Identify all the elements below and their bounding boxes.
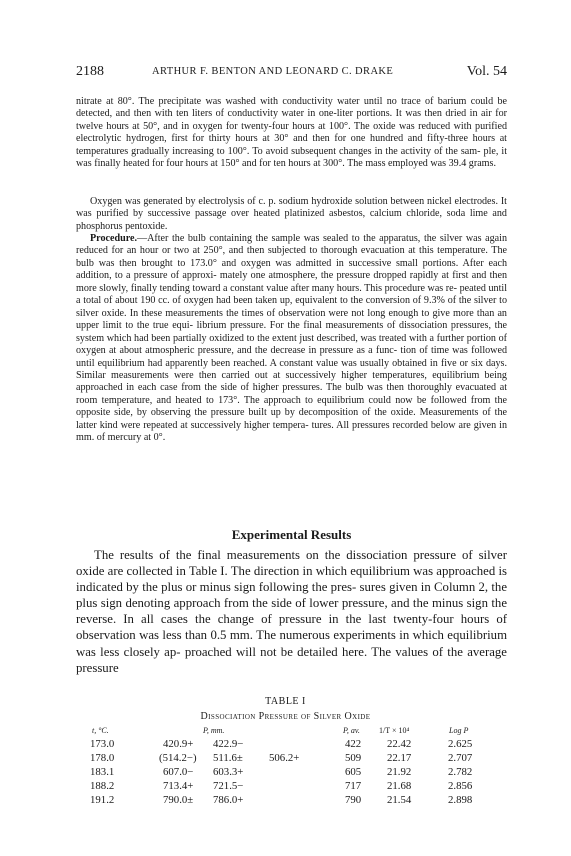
running-header (76, 64, 507, 82)
paragraph-preparation (76, 96, 507, 171)
journal-page: 2188 ARTHUR F. BENTON AND LEONARD C. DRAKE Vol. 54 nitrate at 80°. The precipitate was washed with conductivity water until no trace of barium could be detected, and then with ten liters of conductivity water in one-liter portions. It was then dried in air for twelve hours at 50°, and in oxygen for twenty-four hours at 100°. The oxide was reduced with purified electrolytic hydrogen, first for thirty hours at 30° and then for one hundred and fifty-three hours at temperatures gradually increasing to 100°. To avoid subsequent changes in the activity of the sam- ple, it was finally heated for four hours at 150° and for ten hours at 300°. The mass employed was 39.4 grams. Oxygen was generated by electrolysis of c. p. sodium hydroxide solution between nickel electrodes. It was purified by successive passage over heated platinized asbestos, calcium chloride, soda lime and phosphorus pentoxide. Procedure.—After the bulb containing the sample was sealed to the apparatus, the silver was again reduced for an hour or two at 250°, and then subjected to thorough evacuation at this temperature. The bulb was then brought to 173.0° and oxygen was admitted in successive small portions. After each addition, to a pressure of approxi- mately one atmosphere, the pressure dropped rapidly at first and then more slowly, finally tending toward a constant value after many hours. This procedure was re- peated until a total of about 190 cc. of oxygen had been taken up, equivalent to the conversion of 9.3% of the silver to silver oxide. In these measurements the times of observation were not long enough to give more than an upper limit to the true equi- librium pressure. For the final measurements of dissociation pressures, the system which had been partially oxidized to the extent just described, was treated with a further portion of oxygen at about atmospheric pressure, and the decrease in pressure as a func- tion of time was followed until equilibrium had apparently been reached. A constant value was usually obtained in five or six days. Similar measurements were then carried out at successively higher temperatures, equilibrium being approached in each case from the side of higher pressures. The bulb was then thoroughly evacuated at room temperature, and heated to 173°. The approach to equilibrium could now be followed from the opposite side, by observing the pressure built up by decomposition of the oxide. Measurements of the latter kind were repeated at successively higher tempera- tures. All pressures recorded below are given in mm. of mercury at 0°. Experimental Results The results of the final measurements on the dissociation pressure of silver oxide are collected in Table I. The direction in which equilibrium was approached is indicated by the plus or minus sign following the pres- sures given in Column 2, the plus sign denoting approach from the side of lower pressure, and the minus sign the reverse. In all cases the change of pressure in the last twenty-four hours of observation was less than 0.5 mm. The numerous experiments in which equilibrium was less closely ap- proached will not be detailed here. The values of the average pressure TABLE I Dissociation Pressure of Silver Oxide t, °C. P, mm. P, av. 1/T × 10⁴ Log P 173.0 420.9+ 422.9− 422 22.42 2.625 178.0 (514.2−) 511.6± 506.2+ 509 22.17 2.707 183.1 607.0− 603.3+ 605 21.92 2.782 188.2 713.4+ 721.5− 717 21.68 2.856 191.2 790.0± 786.0+ 790 21.54 2.898 (0, 0, 571, 856)
section-heading: Experimental Results (231, 527, 352, 542)
paragraph-text: Oxygen was generated by electrolysis of c. p. sodium hydroxide solution between nickel electrodes. It was purified by successive passage over heated platinized asbestos, calcium chloride, soda lime and phosphorus pentoxide. (76, 196, 507, 232)
column-header-reciprocal-temperature: 1/T × 10⁴ (379, 726, 410, 735)
paragraph-text: The results of the final measurements on the dissociation pressure of silver oxide are collected in Table I. The direction in which equilibrium was approached is indicated by the plus or minus sign following the pres- sures given in Column 2, the plus sign denoting approach from the side of lower pressure, and the minus sign the reverse. In all cases the change of pressure in the last twenty-four hours of observation was less than 0.5 mm. The numerous experiments in which equilibrium was less closely ap- proached will not be detailed here. The values of the average pressure (76, 548, 508, 675)
table-label: TABLE I (265, 696, 306, 707)
procedure-heading: Procedure. (90, 233, 137, 244)
column-header-temperature: t, °C. (92, 726, 109, 735)
paragraph-results (76, 547, 507, 676)
column-header-average-pressure: P, av. (343, 726, 360, 735)
volume-number: Vol. 54 (466, 64, 507, 79)
paragraph-text: nitrate at 80°. The precipitate was washed with conductivity water until no trace of barium could be detected, and then with ten liters of conductivity water in one-liter portions. It was then dried in air for twelve hours at 50°, and in oxygen for twenty-four hours at 100°. The oxide was reduced with purified electrolytic hydrogen, first for thirty hours at 30° and then for one hundred and fifty-three hours at temperatures gradually increasing to 100°. To avoid subsequent changes in the activity of the sam- ple, it was finally heated for four hours at 150° and for ten hours at 300°. The mass employed was 39.4 grams. (76, 96, 507, 170)
running-header-authors: ARTHUR F. BENTON AND LEONARD C. DRAKE (152, 66, 394, 77)
column-header-pressure: P, mm. (203, 726, 225, 735)
table-title: Dissociation Pressure of Silver Oxide (200, 711, 371, 722)
column-header-log-pressure: Log P (449, 726, 469, 735)
paragraph-oxygen (76, 196, 507, 233)
paragraph-procedure (76, 233, 507, 445)
page-number: 2188 (76, 64, 104, 79)
paragraph-text: Procedure.—After the bulb containing the sample was sealed to the apparatus, the silver was again reduced for an hour or two at 250°, and then subjected to thorough evacuation at this temperature. The bulb was then brought to 173.0° and oxygen was admitted in successive small portions. After each addition, to a pressure of approxi- mately one atmosphere, the pressure dropped rapidly at first and then more slowly, finally tending toward a constant value after many hours. This procedure was re- peated until a total of about 190 cc. of oxygen had been taken up, equivalent to the conversion of 9.3% of the silver to silver oxide. In these measurements the times of observation were not long enough to give more than an upper limit to the true equi- librium pressure. For the final measurements of dissociation pressures, the system which had been partially oxidized to the extent just described, was treated with a further portion of oxygen at about atmospheric pressure, and the decrease in pressure as a func- tion of time was followed until equilibrium had apparently been reached. A constant value was usually obtained in five or six days. Similar measurements were then carried out at successively higher temperatures, equilibrium being approached in each case from the side of higher pressures. The bulb was then thoroughly evacuated at room temperature, and heated to 173°. The approach to equilibrium could now be followed from the opposite side, by observing the pressure built up by decomposition of the oxide. Measurements of the latter kind were repeated at successively higher tempera- tures. All pressures recorded below are given in mm. of mercury at 0°. (76, 233, 508, 444)
